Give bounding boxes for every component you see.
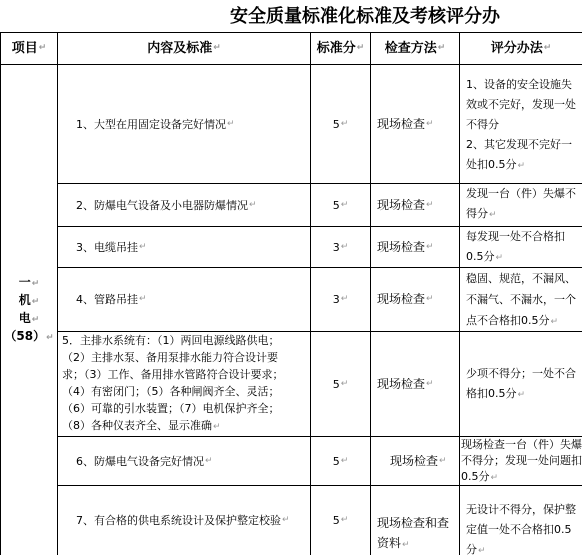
category-cell (1, 65, 57, 555)
row-method: 现场检查 ↵ (377, 239, 434, 254)
row-score: 5 ↵ (332, 454, 349, 468)
row-rule: 1、设备的安全设施失 效或不完好，发现一处 不得分 2、其它发现不完好一 处扣0.5分↵ (466, 78, 576, 171)
row-rule: 现场检查一台（件）失爆 不得分；发现一处问题扣 0.5分↵ (461, 438, 582, 483)
row-content: 1、大型在用固定设备完好情况 ↵ (76, 117, 235, 131)
row-method: 现场检查和查资料↵ (377, 516, 450, 550)
row-method: 现场检查 ↵ (377, 116, 434, 131)
header-rule: 评分办法 ↵ (490, 41, 552, 56)
grid-line (459, 32, 460, 555)
grid-line (57, 32, 58, 555)
row-rule: 发现一台（件）失爆不 得分↵ (466, 187, 576, 220)
row-content: 5．主排水系统有：（1）两回电源线路供电； （2）主排水泵、备用泵排水能力符合设计要 求；（3）工作、备用排水管路符合设计要求； （4）有密闭门；（5）各种闸阀齐全、灵活； （6）可靠的引水装置；（7）电机保护齐全； （8）各种仪表齐全、显示准确↵ (62, 334, 284, 432)
header-item: 项目 ↵ (11, 41, 47, 56)
row-rule: 无设计不得分，保护整 定值一处不合格扣0.5 分↵ (466, 503, 576, 555)
page-title: 安全质量标准化标准及考核评分办 (230, 6, 500, 27)
row-method: 现场检查 ↵ (390, 453, 447, 468)
row-content: 2、防爆电气设备及小电器防爆情况 ↵ (76, 198, 257, 212)
row-content: 4、管路吊挂 ↵ (76, 293, 147, 306)
row-method: 现场检查 ↵ (377, 197, 434, 212)
row-score: 5 ↵ (332, 198, 349, 212)
grid-line (370, 32, 371, 555)
header-score: 标准分 ↵ (316, 41, 365, 56)
row-score: 5 ↵ (332, 117, 349, 131)
row-score: 3 ↵ (332, 293, 349, 306)
row-content: 7、有合格的供电系统设计及保护整定校验 ↵ (76, 514, 290, 527)
row-content: 6、防爆电气设备完好情况 ↵ (76, 454, 213, 468)
header-method: 检查方法 ↵ (384, 41, 446, 56)
header-content: 内容及标准 ↵ (147, 41, 221, 56)
row-rule: 少项不得分；一处不合 格扣0.5分↵ (466, 367, 576, 400)
row-score: 3 ↵ (332, 240, 349, 254)
row-rule: 每发现一处不合格扣 0.5分↵ (466, 230, 565, 263)
row-method: 现场检查 ↵ (377, 376, 434, 391)
row-rule: 稳固、规范，不漏风、 不漏气、不漏水，一个 点不合格扣0.5分↵ (466, 272, 576, 327)
row-content: 3、电缆吊挂 ↵ (76, 240, 147, 254)
category-label: 一↵ 机↵ 电↵ （58）↵ (4, 275, 54, 343)
row-method: 现场检查 ↵ (377, 292, 434, 306)
row-score: 5 ↵ (332, 514, 349, 527)
row-score: 5 ↵ (332, 377, 349, 391)
